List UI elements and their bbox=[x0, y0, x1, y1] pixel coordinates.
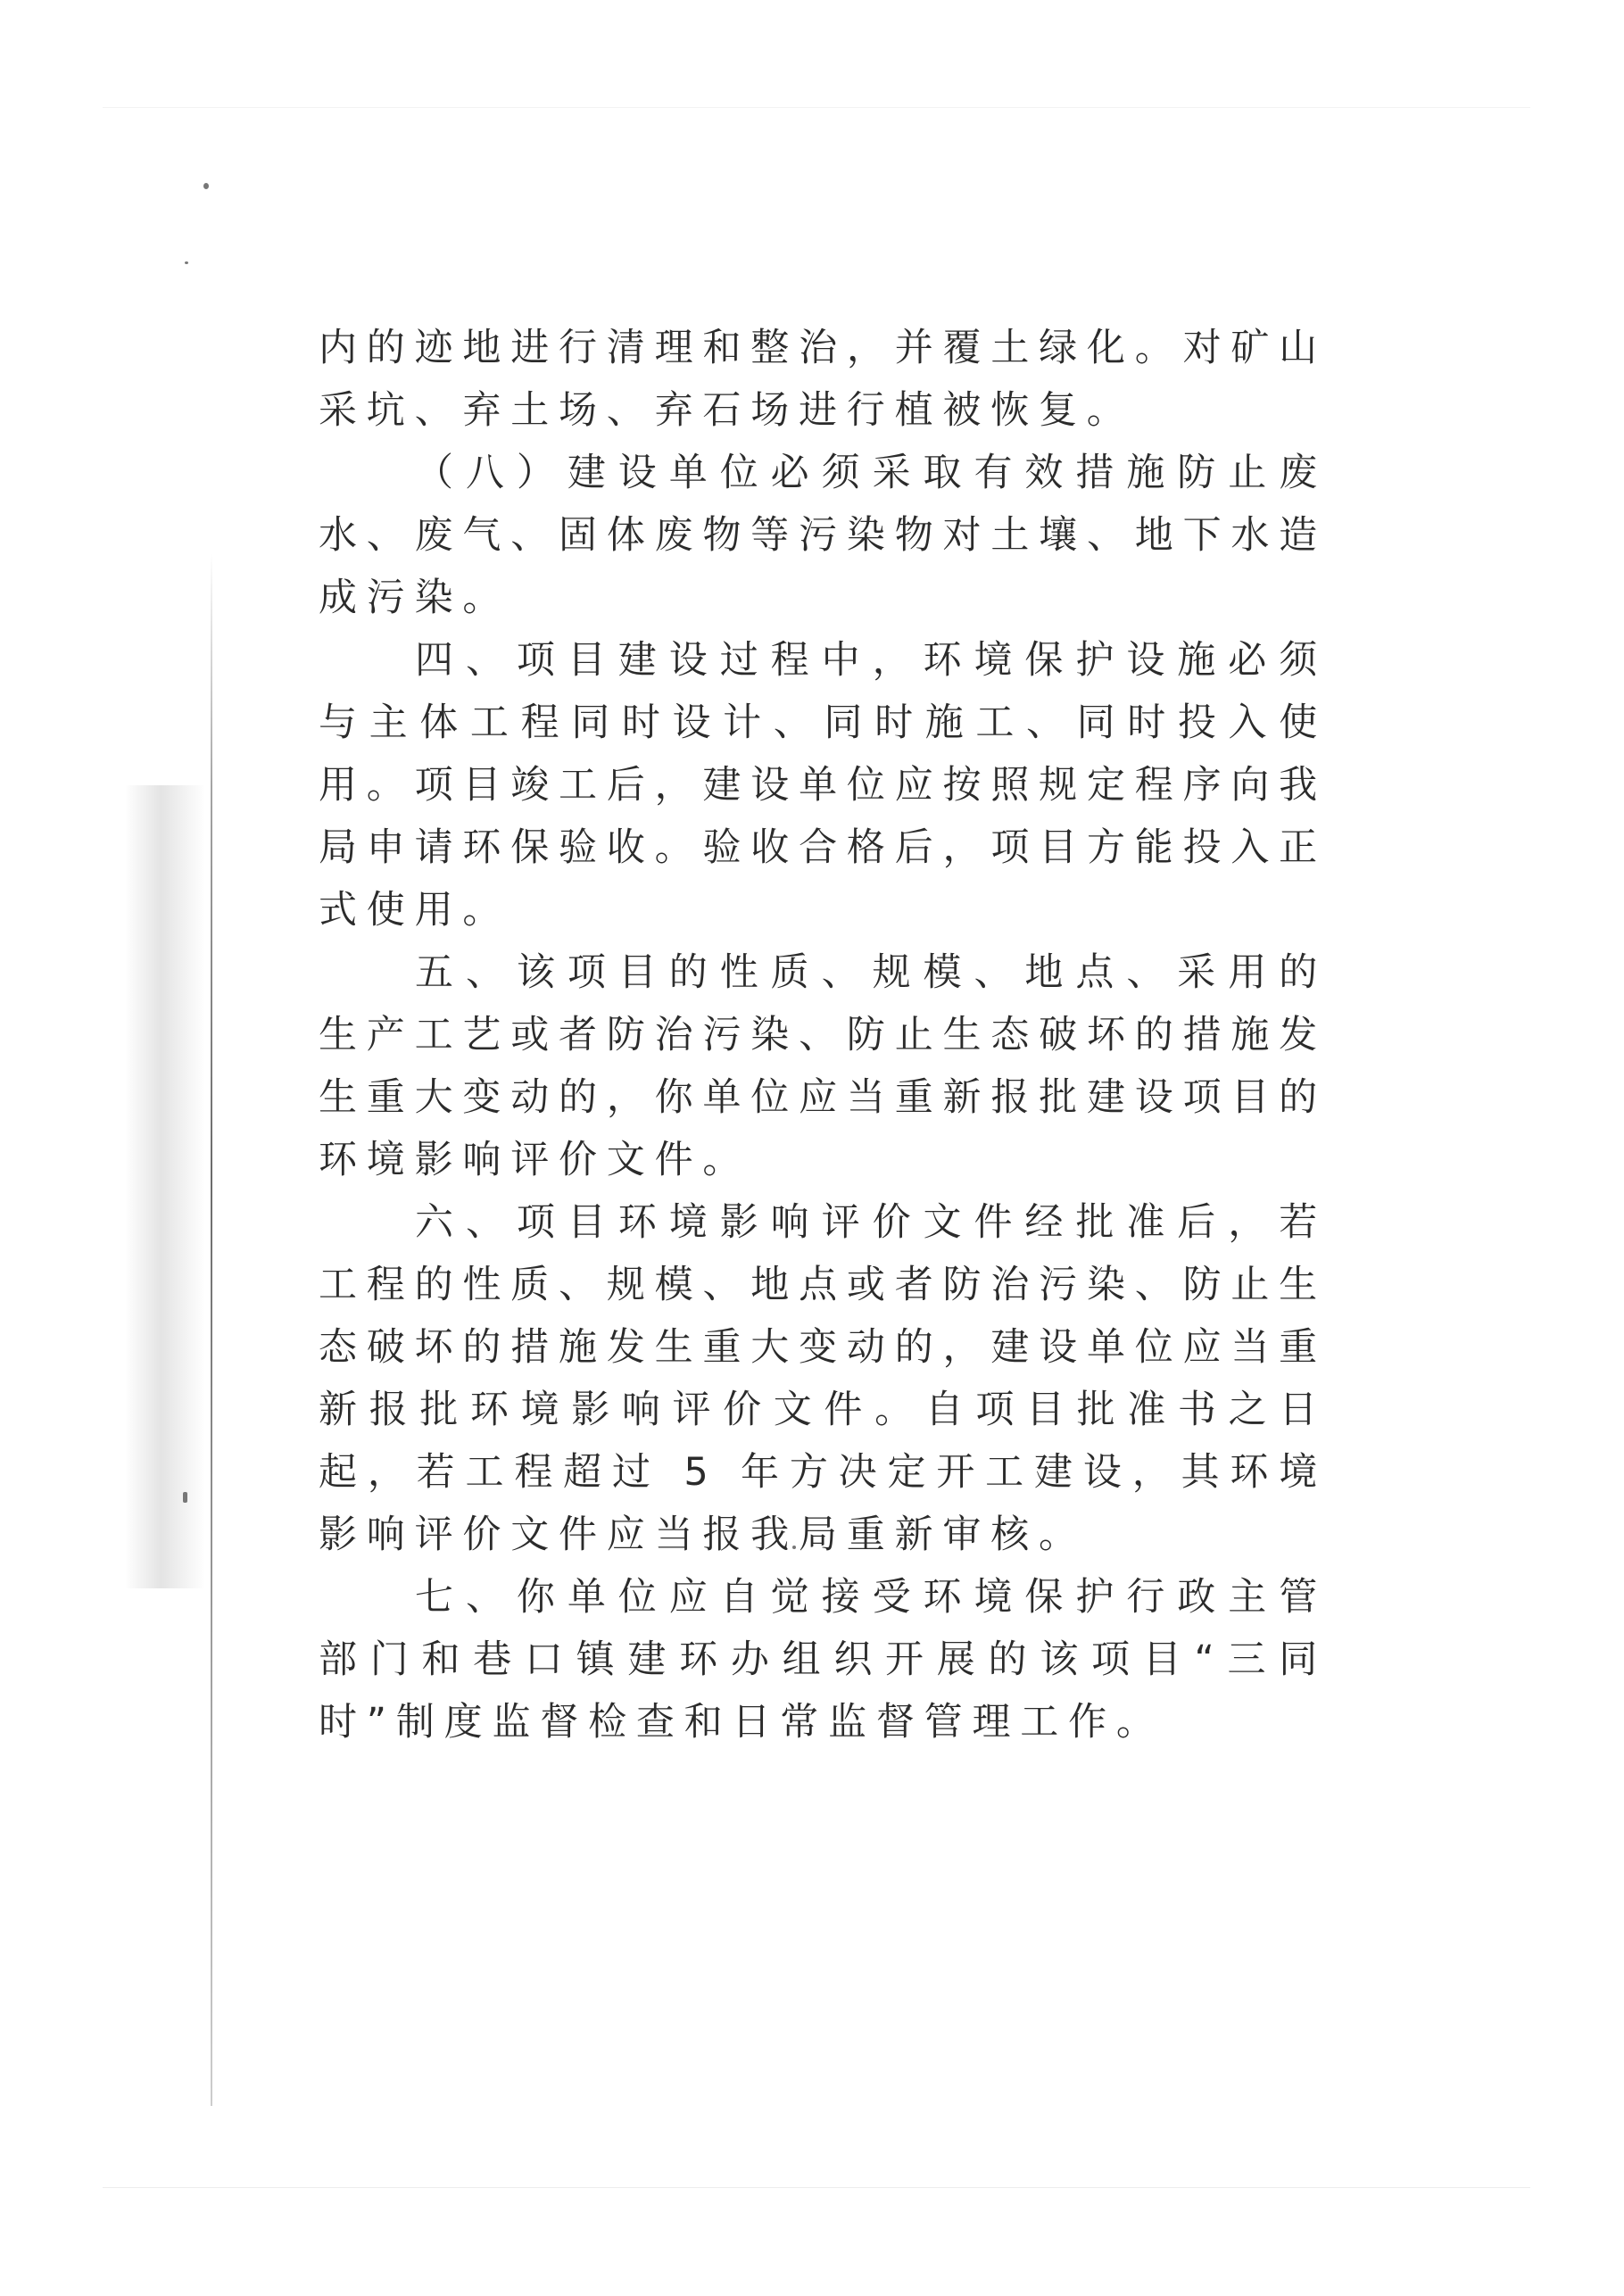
scan-speck bbox=[185, 261, 188, 264]
binding-margin-line bbox=[211, 553, 212, 2106]
paragraph-item-seven: 七、你单位应自觉接受环境保护行政主管部门和巷口镇建环办组织开展的该项目“三同时”制度监督检查和日常监督管理工作。 bbox=[319, 1575, 1327, 1745]
scan-speck bbox=[203, 183, 209, 189]
paragraph-item-five: 五、该项目的性质、规模、地点、采用的生产工艺或者防治污染、防止生态破坏的措施发生重大变动的，你单位应当重新报批建设项目的环境影响评价文件。 bbox=[319, 950, 1327, 1182]
scan-speck bbox=[183, 1492, 187, 1503]
paragraph-continuation: 内的迹地进行清理和整治，并覆土绿化。对矿山采坑、弃土场、弃石场进行植被恢复。 bbox=[319, 326, 1327, 433]
paragraph-item-four: 四、项目建设过程中，环境保护设施必须与主体工程同时设计、同时施工、同时投入使用。项目竣工后，建设单位应按照规定程序向我局申请环保验收。验收合格后，项目方能投入正式使用。 bbox=[319, 638, 1327, 932]
scan-shadow bbox=[125, 785, 205, 1588]
document-body bbox=[319, 317, 1327, 1753]
paragraph-item-six: 六、项目环境影响评价文件经批准后，若工程的性质、规模、地点或者防治污染、防止生态破坏的措施发生重大变动的，建设单位应当重新报批环境影响评价文件。自项目批准书之日起，若工程超过 5 年方决定开工建设，其环境影响评价文件应当报我局重新审核。 bbox=[319, 1200, 1327, 1557]
paragraph-item-eight: （八）建设单位必须采取有效措施防止废水、废气、固体废物等污染物对土壤、地下水造成污染。 bbox=[319, 451, 1327, 620]
